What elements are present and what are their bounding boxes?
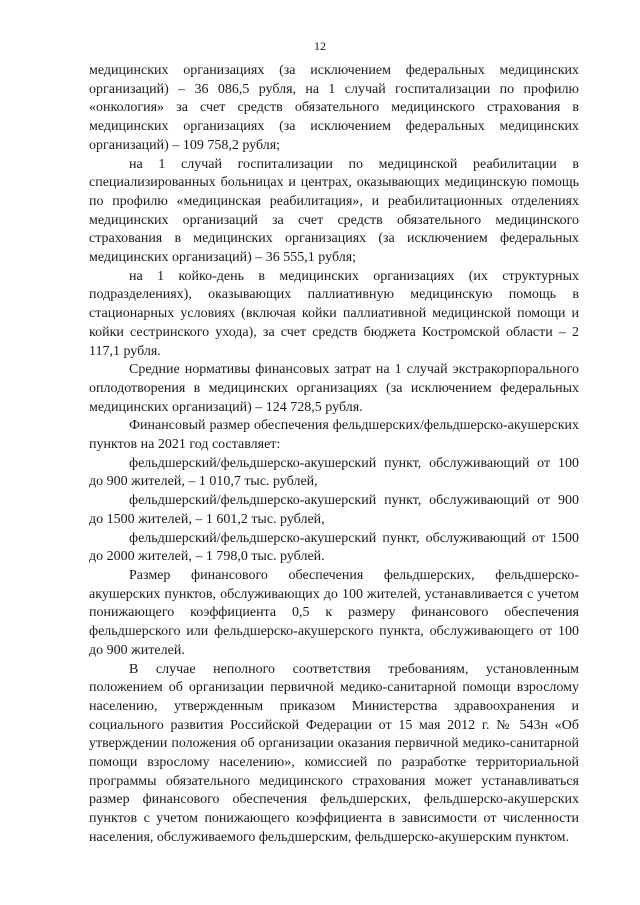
paragraph-10: В случае неполного соответствия требованиям, установленным положением об организации первичной медико-санитарной помощи взрослому населению, утвержденным приказом Министерства здравоохранения и социального развития Российской Федерации от 15 мая 2012 г. № 543н «Об утверждении положения об организации оказания первичной медико-санитарной помощи взрослому населению», комиссией по разработке территориальной программы обязательного медицинского страхования может устанавливаться размер финансового обеспечения фельдшерских, фельдшерско-акушерских пунктов с учетом понижающего коэффициента в зависимости от численности населения, обслуживаемого фельдшерским, фельдшерско-акушерским пунктом. (89, 661, 579, 845)
paragraph-2: на 1 случай госпитализации по медицинской реабилитации в специализированных больницах и центрах, оказывающих медицинскую помощь по профилю «медицинская реабилитация», и реабилитационных отделениях медицинских организаций за счет средств обязательного медицинского страхования в медицинских организациях (за исключением федеральных медицинских организаций) – 36 555,1 рубля; (89, 156, 579, 266)
paragraph-8: фельдшерский/фельдшерско-акушерский пункт, обслуживающий от 1500 до 2000 жителей, – 1 798,0 тыс. рублей. (89, 530, 579, 565)
paragraph-4: Средние нормативы финансовых затрат на 1 случай экстракорпорального оплодотворения в медицинских организациях (за исключением федеральных медицинских организаций) – 124 728,5 рубля. (89, 362, 579, 415)
paragraph-3: на 1 койко-день в медицинских организациях (их структурных подразделениях), оказывающих паллиативную медицинскую помощь в стационарных условиях (включая койки паллиативной медицинской помощи и койки сестринского ухода), за счет средств бюджета Костромской области – 2 117,1 рубля. (89, 268, 579, 359)
page-number: 12 (314, 39, 326, 53)
paragraph-9: Размер финансового обеспечения фельдшерских, фельдшерско-акушерских пунктов, обслуживающих до 100 жителей, устанавливается с учетом понижающего коэффициента 0,5 к размеру финансового обеспечения фельдшерского или фельдшерско-акушерского пункта, обслуживающего от 100 до 900 жителей. (89, 567, 579, 658)
paragraph-7: фельдшерский/фельдшерско-акушерский пункт, обслуживающий от 900 до 1500 жителей, – 1 601,2 тыс. рублей, (89, 493, 579, 527)
paragraph-1: медицинских организациях (за исключением федеральных медицинских организаций) – 36 086,5 рубля, на 1 случай госпитализации по профилю «онкология» за счет средств обязательного медицинского страхования в медицинских организациях (за исключением федеральных медицинских организаций) – 109 758,2 рубля; (89, 63, 579, 153)
document-body (89, 62, 579, 848)
paragraph-5: Финансовый размер обеспечения фельдшерских/фельдшерско-акушерских пунктов на 2021 год составляет: (89, 418, 579, 453)
paragraph-6: фельдшерский/фельдшерско-акушерский пункт, обслуживающий от 100 до 900 жителей, – 1 010,7 тыс. рублей, (89, 455, 579, 490)
